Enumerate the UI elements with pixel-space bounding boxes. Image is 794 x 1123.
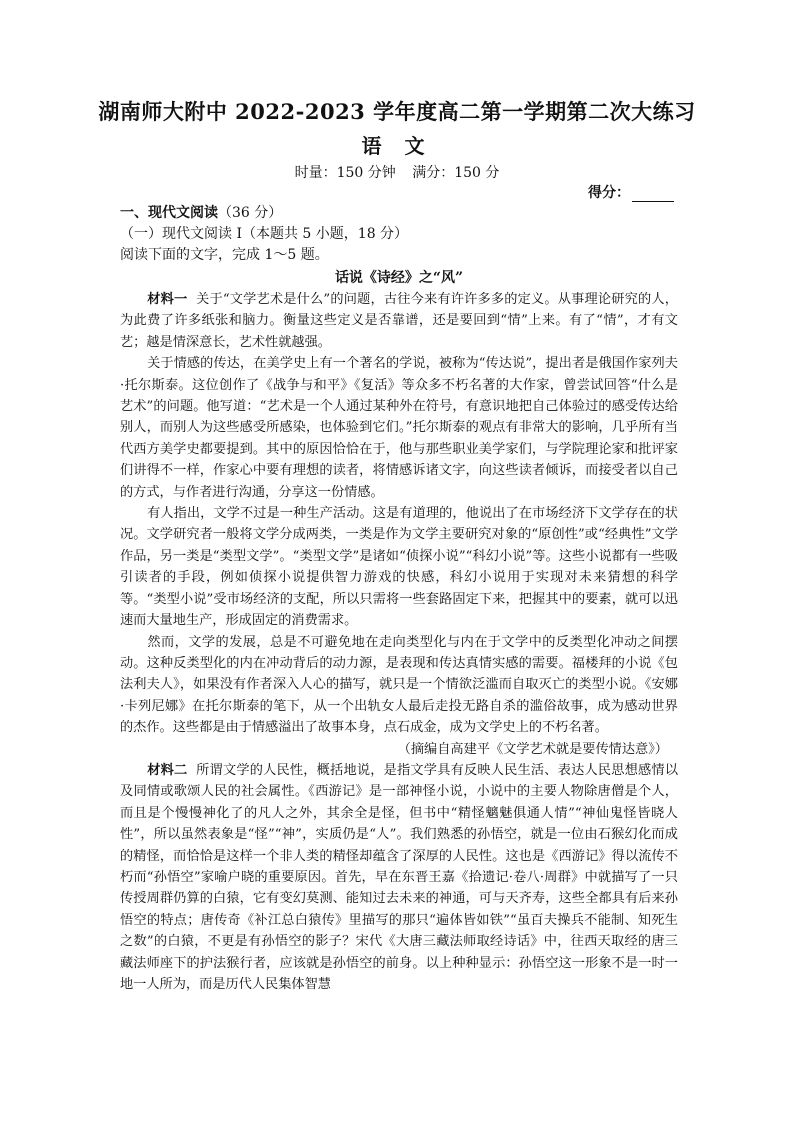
time-limit: 时量：150 分钟: [294, 165, 396, 181]
full-score: 满分：150 分: [412, 165, 500, 181]
material1-paragraph: [120, 353, 678, 503]
exam-meta: [0, 162, 794, 182]
reading-instruction: 阅读下面的文字，完成 1～5 题。: [120, 247, 329, 263]
material1-paragraph: [120, 289, 678, 353]
material2-label: 材料二: [147, 762, 188, 778]
score-blank: [632, 189, 674, 202]
exam-title: 湖南师大附中 2022-2023 学年度高二第一学期第二次大练习: [98, 99, 696, 124]
material1-text-1: 关于“文学艺术是什么”的问题，古往今来有许许多多的定义。从事理论研究的人，为此费了许多纸张和脑力。衡量这些定义是否靠谱，还是要回到“情”上来。有了“情”，才有文艺；越是情深意长，艺术性就越强。: [120, 292, 678, 350]
material1-source: （摘编自高建平《文学艺术就是要传情达意》）: [397, 741, 668, 757]
material1-label: 材料一: [147, 292, 188, 307]
material1-text-3: 有人指出，文学不过是一种生产活动。这是有道理的，他说出了在市场经济下文学存在的状况。文学研究者一般将文学分成两类，一类是作为文学主要研究对象的“原创性”或“经典性”文学作品，另一类是“类型文学”。“类型文学”是诸如“侦探小说”“科幻小说”等。这些小说都有一些吸引读者的手段，例如侦探小说提供智力游戏的快感，科幻小说用于实现对未来猜想的科学等。“类型小说”受市场经济的支配，所以只需将一些套路固定下来，把握其中的要素，就可以迅速而大量地生产，形成固定的消费需求。: [120, 506, 678, 629]
article-title: 话说《诗经》之“风”: [334, 270, 464, 286]
section-heading: [120, 203, 678, 224]
material1-text-2: 关于情感的传达，在美学史上有一个著名的学说，被称为“传达说”，提出者是俄国作家列夫·托尔斯泰。这位创作了《战争与和平》《复活》等众多不朽名著的大作家，曾尝试回答“什么是艺术”的问题。他写道：“艺术是一个人通过某种外在符号，有意识地把自己体验过的感受传达给别人，而别人为这些感受所感染，也体验到它们。”托尔斯泰的观点有非常大的影响，几乎所有当代西方美学史都要提到。其中的原因恰恰在于，他与那些职业美学家们，与学院理论家和批评家们讲得不一样，作家心中要有理想的读者，将情感诉诸文字，向这些读者倾诉，而接受者以自己的方式，与作者进行沟通，分享这一份情感。: [120, 356, 678, 500]
material1-text-4: 然而，文学的发展，总是不可避免地在走向类型化与内在于文学中的反类型化冲动之间摆动。这种反类型化的内在冲动背后的动力源，是表现和传达真情实感的需要。福楼拜的小说《包法利夫人》，如果没有作者深入人心的描写，就只是一个情欲泛滥而自取灭亡的类型小说。《安娜·卡列尼娜》在托尔斯泰的笔下，从一个出轨女人最后走投无路自杀的滥俗故事，成为感动世界的杰作。这些都是由于情感溢出了故事本身，点石成金，成为文学史上的不朽名著。: [120, 634, 678, 736]
material1-paragraph: [120, 632, 678, 739]
material2-text: 所谓文学的人民性，概括地说，是指文学具有反映人民生活、表达人民思想感情以及同情或歌颂人民的社会属性。《西游记》是一部神怪小说，小说中的主要人物除唐僧是个人，而且是个慢慢神化了的凡人之外，其余全是怪，但书中“精怪魑魅俱通人情”“神仙鬼怪皆晓人性”，所以虽然表象是“怪”“神”，实质仍是“人”。我们熟悉的孙悟空，就是一位由石猴幻化而成的精怪，而恰恰是这样一个非人类的精怪却蕴含了深厚的人民性。这也是《西游记》得以流传不朽而“孙悟空”家喻户晓的重要原因。首先，早在东晋王嘉《拾遗记·卷八·周群》中就描写了一只传授周群仍算的白猿，它有变幻莫测、能知过去未来的神通，可与天齐寿，这些全都具有后来孙悟空的特点；唐传奇《补江总白猿传》里描写的那只“遍体皆如铁”“虽百夫操兵不能制、知死生之数”的白猿，不更是有孙悟空的影子？宋代《大唐三藏法师取经诗话》中，往西天取经的唐三藏法师座下的护法猴行者，应该就是孙悟空的前身。以上种种显示：孙悟空这一形象不是一时一地一人所为，而是历代人民集体智慧: [120, 762, 679, 992]
subject-title: 语 文: [361, 134, 433, 158]
subsection-heading: （一）现代文阅读 I（本题共 5 小题，18 分）: [120, 226, 409, 242]
material1-paragraph: [120, 503, 678, 631]
score-label: 得分：: [588, 185, 630, 201]
section-points: （36 分）: [218, 205, 283, 221]
material2-paragraph: [120, 760, 678, 995]
section-title: 一、现代文阅读: [120, 205, 218, 221]
score-field: [588, 182, 674, 202]
exam-content: [120, 203, 678, 995]
